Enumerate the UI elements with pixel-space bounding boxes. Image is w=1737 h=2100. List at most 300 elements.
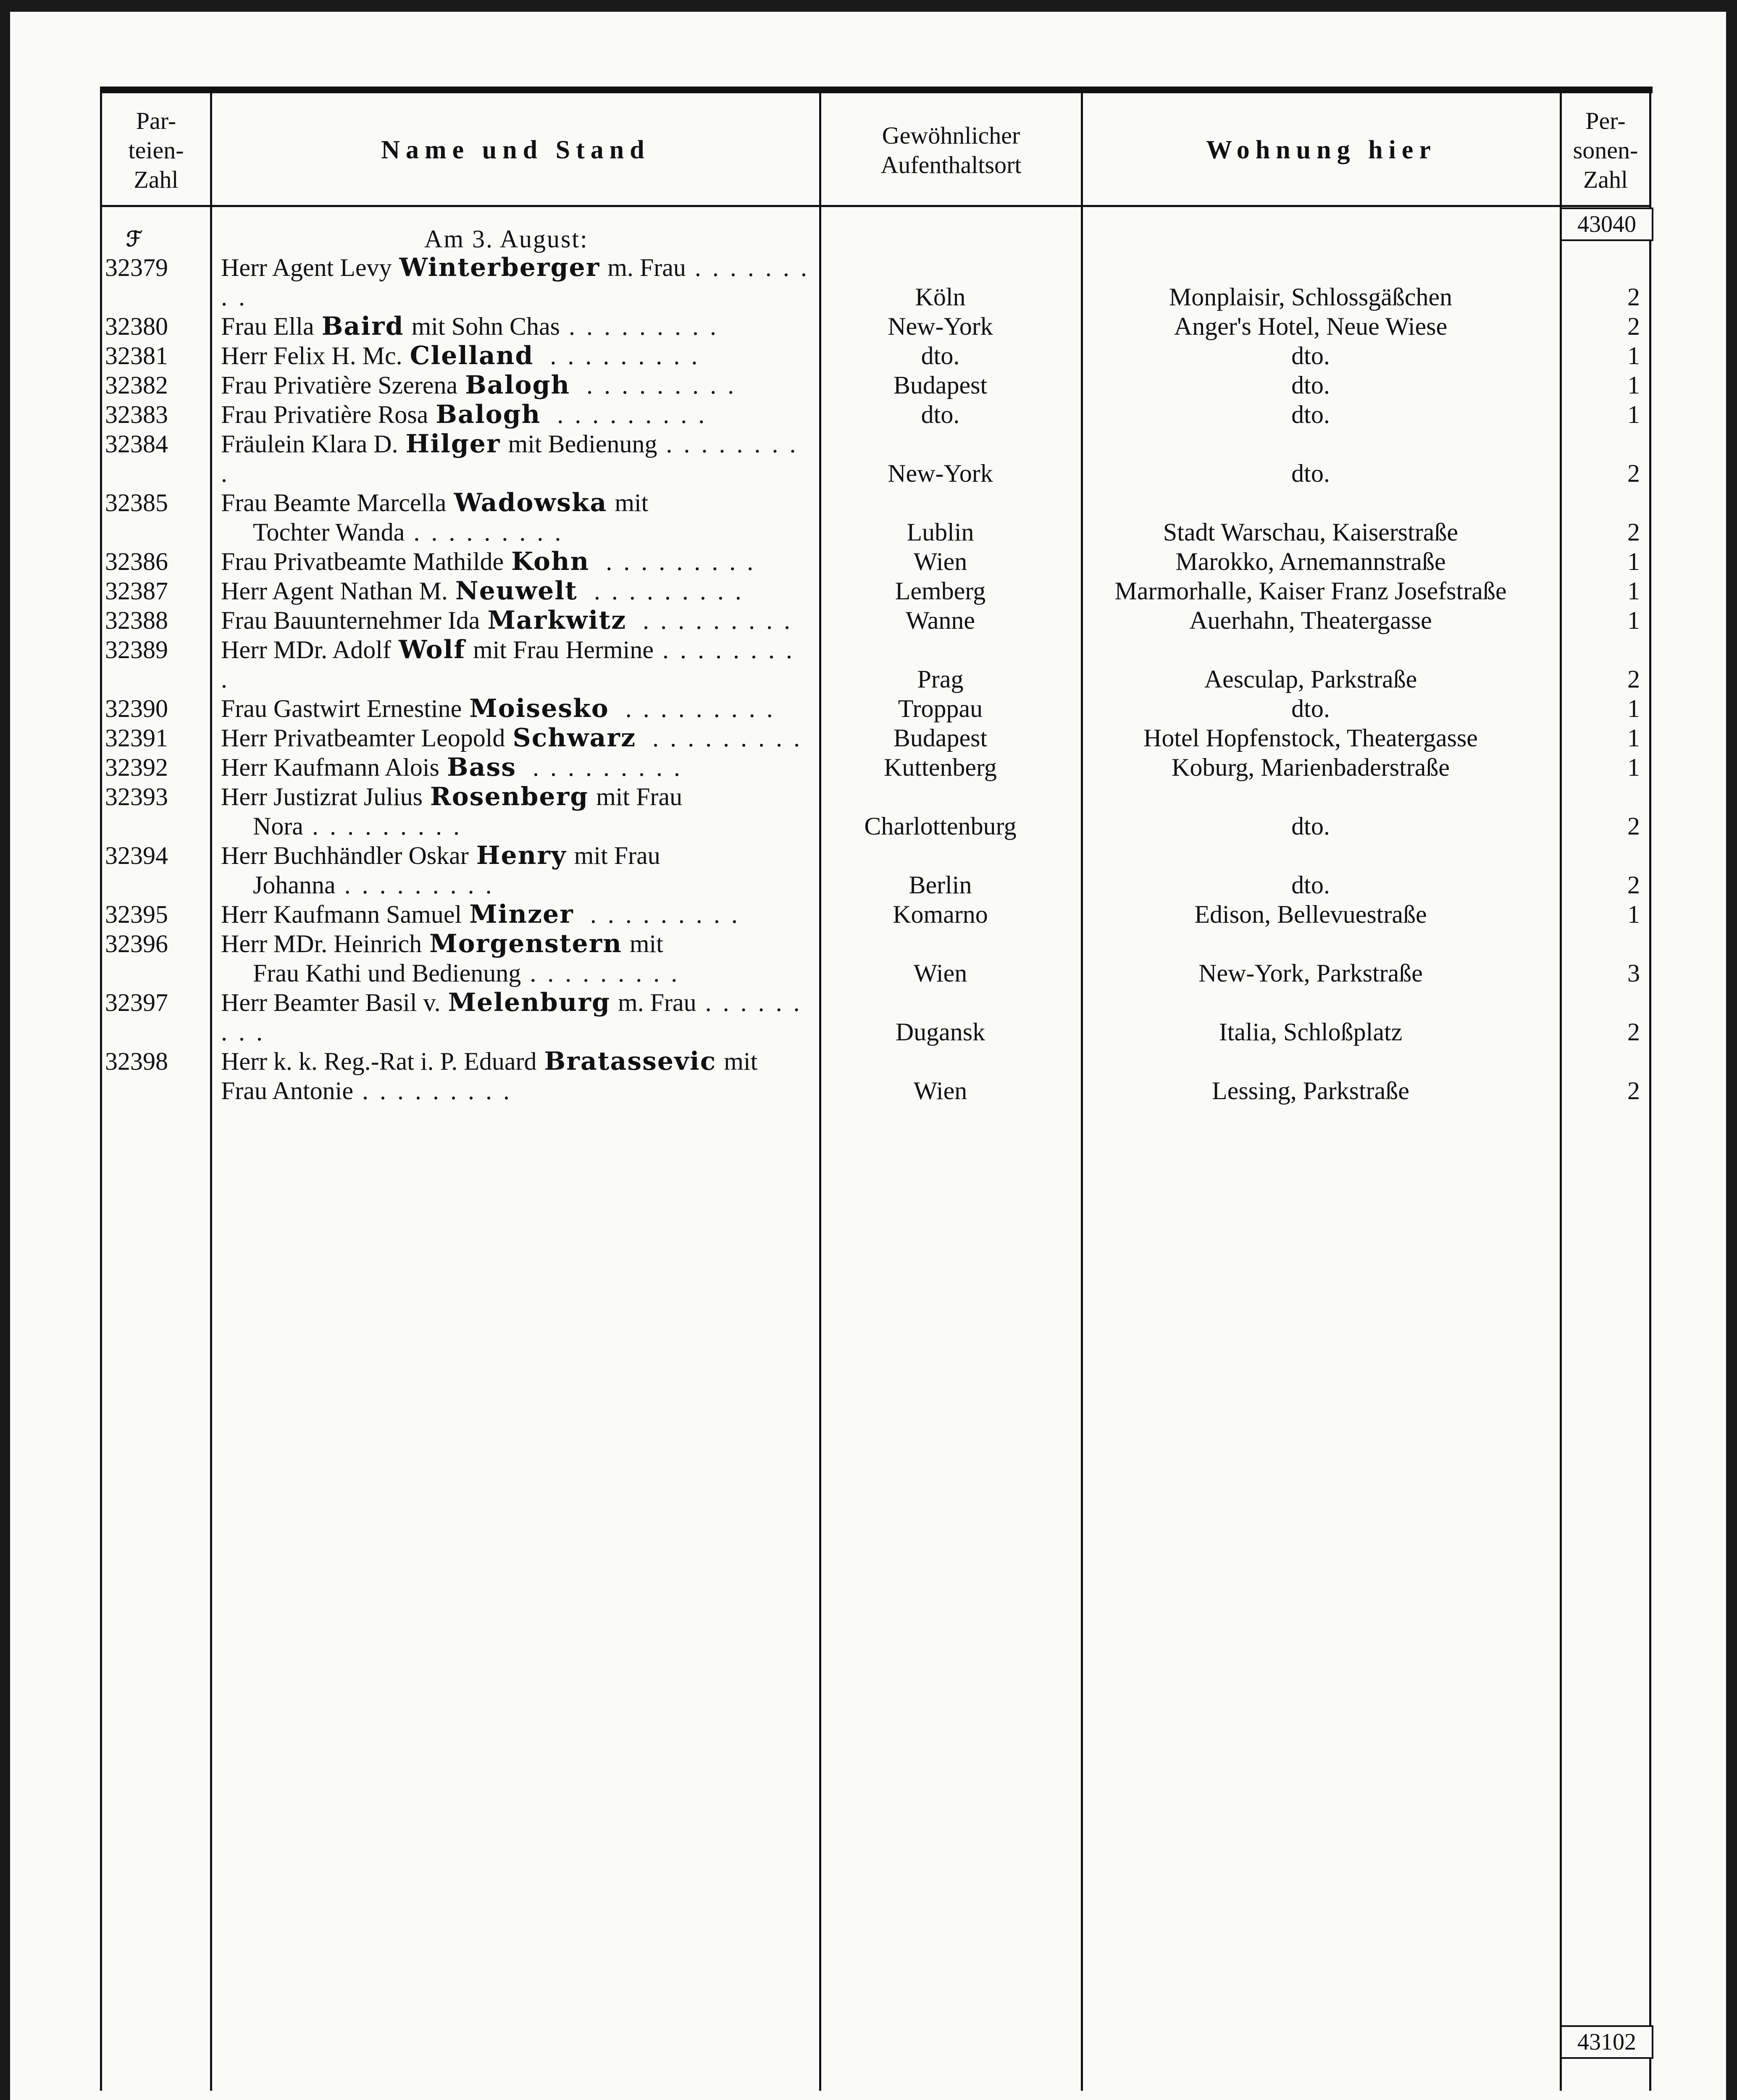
origin-text: Wien [913, 548, 967, 575]
party-number [100, 606, 210, 635]
party-number-text: 32392 [105, 753, 168, 781]
name-line [221, 576, 809, 606]
surname: Rosenberg [430, 782, 589, 811]
surname: Balogh [436, 400, 541, 429]
name-line [221, 753, 809, 782]
party-number-text: 32385 [105, 489, 168, 517]
table-row [100, 576, 1650, 606]
address [1071, 429, 1550, 488]
person-count [1550, 841, 1650, 900]
person-count-text: 2 [1627, 665, 1640, 693]
origin [809, 547, 1071, 576]
person-count-text: 1 [1627, 371, 1640, 399]
address [1071, 900, 1550, 929]
address-text: dto. [1291, 871, 1330, 899]
guest-name [210, 694, 809, 723]
address-text: Marokko, Arnemannstraße [1175, 548, 1446, 575]
title-text: Herr k. k. Reg.-Rat i. P. Eduard [221, 1047, 537, 1075]
party-number-text: 32381 [105, 342, 168, 370]
person-count-text: 1 [1627, 900, 1640, 928]
name-line [221, 341, 809, 370]
title-text: Herr Privatbeamter Leopold [221, 724, 505, 752]
party-number [100, 429, 210, 488]
party-number [100, 988, 210, 1047]
surname: Winterberger [399, 253, 600, 282]
person-count [1550, 253, 1650, 312]
title-text: Herr Felix H. Mc. [221, 342, 402, 370]
origin-text: Troppau [898, 695, 983, 722]
party-number [100, 723, 210, 753]
address-text: Hotel Hopfenstock, Theatergasse [1143, 724, 1478, 752]
origin-text: Dugansk [895, 1018, 985, 1046]
surname: Wadowska [454, 488, 607, 517]
name-line [221, 370, 809, 400]
name-line [221, 547, 809, 576]
name-line [221, 929, 809, 958]
continuation-text: Tochter Wanda [253, 518, 405, 546]
header-line: Zahl [1583, 165, 1628, 193]
name-line [221, 253, 809, 312]
surname: Balogh [465, 370, 570, 400]
name-rest: m. Frau [607, 254, 686, 281]
address-text: Koburg, Marienbaderstraße [1172, 753, 1450, 781]
guest-name [210, 635, 809, 694]
name-line [221, 900, 809, 929]
person-count [1550, 694, 1650, 723]
title-text: Herr Justizrat Julius [221, 783, 423, 811]
party-number-text: 32396 [105, 930, 168, 958]
origin-text: Budapest [893, 371, 988, 399]
origin [809, 988, 1071, 1047]
top-rule [100, 87, 1653, 93]
name-rest: mit Frau Hermine [473, 636, 654, 664]
origin-text: Charlottenburg [864, 812, 1017, 840]
title-text: Frau Privatbeamte Mathilde [221, 548, 504, 575]
origin [809, 929, 1071, 988]
person-count-text: 1 [1627, 606, 1640, 634]
party-number-text: 32384 [105, 430, 168, 458]
person-count-text: 2 [1627, 459, 1640, 487]
leader-dots [336, 871, 494, 899]
running-total-start: 43040 [1560, 207, 1653, 241]
party-number [100, 400, 210, 429]
address-text: Anger's Hotel, Neue Wiese [1174, 312, 1448, 340]
party-number [100, 341, 210, 370]
address-text: Stadt Warschau, Kaiserstraße [1163, 518, 1458, 546]
person-count-text: 3 [1627, 959, 1640, 987]
address-text: Aesculap, Parkstraße [1204, 665, 1417, 693]
running-total-end: 43102 [1560, 2025, 1653, 2059]
table-row [100, 782, 1650, 841]
title-text: Fräulein Klara D. [221, 430, 398, 458]
leader-dots [634, 606, 793, 634]
origin [809, 429, 1071, 488]
header-line: Aufenthaltsort [880, 151, 1022, 178]
leader-dots [524, 753, 683, 781]
party-number-text: 32398 [105, 1047, 168, 1075]
address [1071, 753, 1550, 782]
table-row [100, 429, 1650, 488]
title-text: Herr Agent Nathan M. [221, 577, 448, 605]
person-count-text: 2 [1627, 312, 1640, 340]
person-count [1550, 900, 1650, 929]
origin-text: dto. [921, 401, 960, 428]
origin-text: Wanne [905, 606, 975, 634]
address [1071, 988, 1550, 1047]
person-count-text: 2 [1627, 1018, 1640, 1046]
address-text: dto. [1291, 371, 1330, 399]
address-text: dto. [1291, 342, 1330, 370]
person-count [1550, 576, 1650, 606]
party-number-text: 32380 [105, 312, 168, 340]
address [1071, 1047, 1550, 1105]
address [1071, 547, 1550, 576]
surname: Markwitz [487, 606, 627, 635]
leader-dots [617, 695, 775, 722]
guest-name [210, 900, 809, 929]
leader-dots [548, 401, 707, 428]
party-number-text: 32397 [105, 989, 168, 1016]
header-origin [821, 97, 1081, 204]
person-count [1550, 400, 1650, 429]
surname: Bratassevic [544, 1047, 717, 1076]
name-rest: mit Frau Antonie [221, 1047, 758, 1105]
name-line [221, 841, 809, 870]
name-line [221, 723, 809, 753]
guest-name [210, 576, 809, 606]
title-text: Frau Beamte Marcella [221, 489, 447, 517]
person-count [1550, 488, 1650, 547]
person-count-text: 2 [1627, 518, 1640, 546]
origin [809, 635, 1071, 694]
table-row [100, 370, 1650, 400]
address-text: Marmorhalle, Kaiser Franz Josefstraße [1114, 577, 1507, 605]
origin [809, 782, 1071, 841]
party-number-text: 32382 [105, 371, 168, 399]
party-number [100, 841, 210, 900]
name-rest: mit Frau [574, 842, 660, 869]
party-number [100, 753, 210, 782]
guest-name [210, 429, 809, 488]
title-text: Herr Buchhändler Oskar [221, 842, 469, 869]
person-count-text: 1 [1627, 753, 1640, 781]
name-rest: mit Sohn Chas [411, 312, 560, 340]
origin [809, 841, 1071, 900]
origin-text: Kuttenberg [884, 753, 997, 781]
address [1071, 606, 1550, 635]
name-rest: mit Frau [596, 783, 683, 811]
person-count-text: 2 [1627, 1077, 1640, 1105]
guest-name [210, 753, 809, 782]
guest-name [210, 488, 809, 547]
surname: Moisesko [469, 694, 609, 723]
party-number [100, 312, 210, 341]
guest-name [210, 1047, 809, 1105]
title-text: Frau Ella [221, 312, 314, 340]
title-text: Frau Privatière Szerena [221, 371, 458, 399]
surname: Baird [321, 312, 404, 341]
leader-dots [541, 342, 700, 370]
name-continuation [221, 811, 809, 841]
address-text: Edison, Bellevuestraße [1194, 900, 1427, 928]
address [1071, 341, 1550, 370]
origin-text: New-York [888, 312, 993, 340]
origin-text: Komarno [893, 900, 988, 928]
table-row [100, 547, 1650, 576]
title-text: Herr Kaufmann Alois [221, 753, 439, 781]
guest-list [100, 253, 1650, 1105]
origin-text: Wien [913, 959, 967, 987]
party-number-text: 32388 [105, 606, 168, 634]
name-rest: m. Frau [618, 989, 696, 1016]
origin-text: Berlin [909, 871, 972, 899]
person-count-text: 1 [1627, 548, 1640, 575]
address-text: dto. [1291, 401, 1330, 428]
table-row [100, 253, 1650, 312]
table-row [100, 606, 1650, 635]
header-address: Wohnung hier [1206, 136, 1437, 164]
party-number [100, 694, 210, 723]
origin [809, 606, 1071, 635]
leader-dots [597, 548, 756, 575]
address [1071, 370, 1550, 400]
address [1071, 782, 1550, 841]
person-count [1550, 312, 1650, 341]
name-continuation [221, 958, 809, 988]
person-count-text: 2 [1627, 871, 1640, 899]
table-row [100, 753, 1650, 782]
origin [809, 341, 1071, 370]
origin-text: Wien [913, 1077, 967, 1105]
origin-text: Lemberg [895, 577, 986, 605]
table-row [100, 841, 1650, 900]
continuation-text: Frau Kathi und Bedienung [253, 959, 521, 987]
party-number-text: 32389 [105, 636, 168, 664]
leader-dots [644, 724, 802, 752]
person-count [1550, 753, 1650, 782]
party-number [100, 900, 210, 929]
table-row [100, 312, 1650, 341]
party-number-text: 32391 [105, 724, 168, 752]
guest-name [210, 400, 809, 429]
origin-text: Prag [917, 665, 964, 693]
header-line: Gewöhnlicher [882, 121, 1020, 149]
origin-text: Köln [915, 283, 966, 311]
header-party-count [102, 97, 210, 204]
surname: Hilger [405, 429, 501, 459]
table-row [100, 488, 1650, 547]
table-row [100, 723, 1650, 753]
origin [809, 253, 1071, 312]
surname: Minzer [469, 900, 574, 929]
address [1071, 841, 1550, 900]
name-line [221, 312, 809, 341]
name-line [221, 782, 809, 811]
leader-dots [560, 312, 719, 340]
guest-name [210, 341, 809, 370]
origin [809, 723, 1071, 753]
margin-mark: ℱ [126, 227, 143, 251]
party-number-text: 32386 [105, 548, 168, 575]
origin [809, 400, 1071, 429]
title-text: Herr MDr. Heinrich [221, 930, 422, 958]
party-number-text: 32394 [105, 842, 168, 869]
date-heading: Am 3. August: [424, 225, 589, 253]
person-count-text: 1 [1627, 695, 1640, 722]
table-row [100, 1047, 1650, 1105]
party-number-text: 32390 [105, 695, 168, 722]
person-count [1550, 429, 1650, 488]
person-count [1550, 635, 1650, 694]
name-line [221, 429, 809, 488]
header-bottom-rule [100, 205, 1650, 207]
header-line: teien- [128, 136, 184, 164]
party-number [100, 547, 210, 576]
party-number [100, 576, 210, 606]
title-text: Herr MDr. Adolf [221, 636, 391, 664]
leader-dots [585, 577, 744, 605]
guest-name [210, 841, 809, 900]
person-count [1550, 988, 1650, 1047]
header-name: Name und Stand [381, 136, 650, 164]
name-line [221, 635, 809, 694]
guest-name [210, 929, 809, 988]
leader-dots [521, 959, 680, 987]
guest-name [210, 988, 809, 1047]
person-count [1550, 1047, 1650, 1105]
origin [809, 900, 1071, 929]
guest-name [210, 370, 809, 400]
address-text: Auerhahn, Theatergasse [1189, 606, 1432, 634]
table-row [100, 694, 1650, 723]
origin-text: Lublin [907, 518, 974, 546]
name-continuation [221, 870, 809, 900]
continuation-text: Nora [253, 812, 303, 840]
name-rest: mit [629, 930, 663, 958]
header-persons [1562, 97, 1649, 204]
person-count [1550, 341, 1650, 370]
person-count [1550, 723, 1650, 753]
table-row [100, 341, 1650, 370]
address-text: Lessing, Parkstraße [1212, 1077, 1409, 1105]
address [1071, 576, 1550, 606]
leader-dots [353, 1077, 512, 1105]
guest-name [210, 312, 809, 341]
origin-text: dto. [921, 342, 960, 370]
header-line: sonen- [1573, 136, 1638, 164]
surname: Henry [476, 841, 567, 870]
guest-name [210, 723, 809, 753]
address-text: dto. [1291, 812, 1330, 840]
name-line [221, 488, 809, 517]
name-line [221, 606, 809, 635]
title-text: Herr Kaufmann Samuel [221, 900, 462, 928]
origin [809, 488, 1071, 547]
origin [809, 576, 1071, 606]
surname: Kohn [511, 547, 590, 576]
address-text: dto. [1291, 459, 1330, 487]
name-line [221, 694, 809, 723]
surname: Morgenstern [429, 929, 622, 958]
origin [809, 312, 1071, 341]
party-number [100, 782, 210, 841]
guest-name [210, 253, 809, 312]
party-number-text: 32383 [105, 401, 168, 428]
name-line [221, 1047, 809, 1105]
person-count-text: 2 [1627, 283, 1640, 311]
origin-text: New-York [888, 459, 993, 487]
origin-text: Budapest [893, 724, 988, 752]
title-text: Frau Gastwirt Ernestine [221, 695, 462, 722]
party-number [100, 488, 210, 547]
address [1071, 694, 1550, 723]
guest-name [210, 782, 809, 841]
header-line: Per- [1585, 107, 1626, 134]
person-count-text: 1 [1627, 342, 1640, 370]
party-number [100, 1047, 210, 1105]
address [1071, 488, 1550, 547]
origin [809, 370, 1071, 400]
origin [809, 753, 1071, 782]
table-row [100, 900, 1650, 929]
person-count-text: 2 [1627, 812, 1640, 840]
person-count-text: 1 [1627, 401, 1640, 428]
address-text: Italia, Schloßplatz [1219, 1018, 1403, 1046]
party-number [100, 370, 210, 400]
party-number-text: 32387 [105, 577, 168, 605]
person-count-text: 1 [1627, 577, 1640, 605]
address [1071, 635, 1550, 694]
person-count [1550, 370, 1650, 400]
name-line [221, 400, 809, 429]
surname: Neuwelt [455, 576, 578, 606]
header-line: Par- [136, 107, 176, 134]
title-text: Frau Privatière Rosa [221, 401, 428, 428]
name-rest: mit Bedienung [508, 430, 657, 458]
address-text: New-York, Parkstraße [1198, 959, 1423, 987]
table-row [100, 635, 1650, 694]
party-number [100, 253, 210, 312]
person-count [1550, 547, 1650, 576]
leader-dots [578, 371, 736, 399]
name-continuation [221, 517, 809, 547]
address [1071, 929, 1550, 988]
surname: Clelland [410, 341, 534, 370]
name-rest: mit [615, 489, 649, 517]
origin [809, 694, 1071, 723]
surname: Wolf [398, 635, 466, 664]
guest-name [210, 606, 809, 635]
leader-dots [405, 518, 563, 546]
continuation-text: Johanna [253, 871, 336, 899]
person-count [1550, 606, 1650, 635]
address [1071, 253, 1550, 312]
surname: Schwarz [512, 723, 636, 753]
party-number [100, 635, 210, 694]
title-text: Herr Beamter Basil v. [221, 989, 441, 1016]
origin [809, 1047, 1071, 1105]
address [1071, 723, 1550, 753]
address [1071, 400, 1550, 429]
guest-name [210, 547, 809, 576]
person-count [1550, 929, 1650, 988]
surname: Bass [447, 753, 517, 782]
table-row [100, 988, 1650, 1047]
party-number [100, 929, 210, 988]
party-number-text: 32395 [105, 900, 168, 928]
table-row [100, 929, 1650, 988]
name-line [221, 988, 809, 1047]
